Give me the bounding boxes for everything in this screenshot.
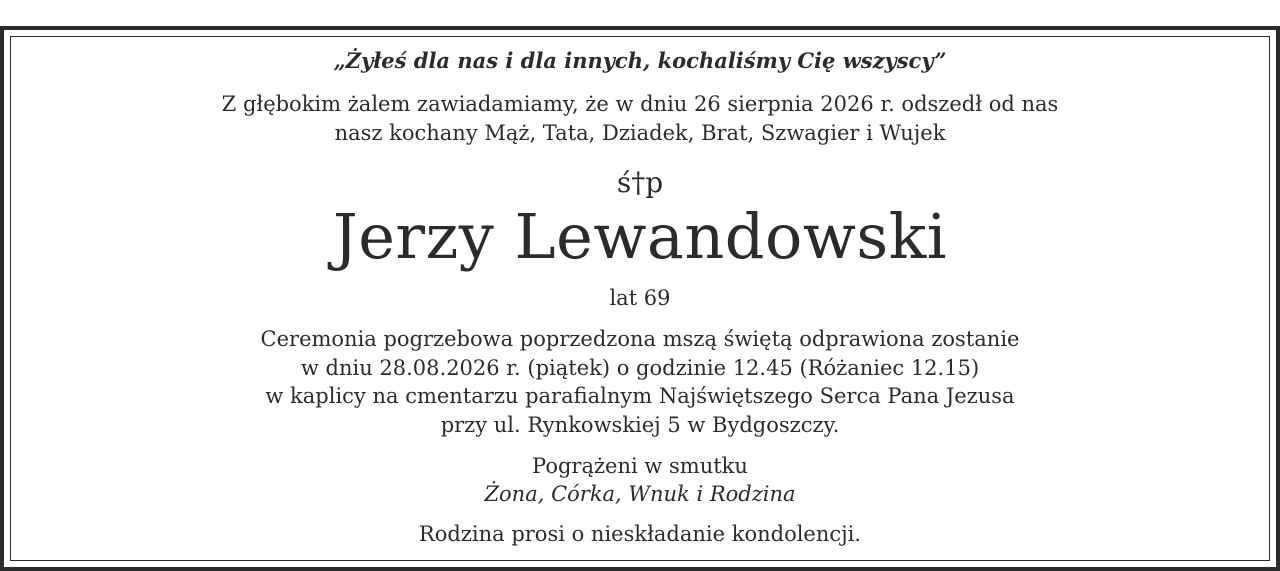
ceremony-line-1: Ceremonia pogrzebowa poprzedzona mszą świętą odprawiona zostanie [260,327,1020,351]
deceased-name: Jerzy Lewandowski [332,200,948,273]
ceremony-line-2: w dniu 28.08.2026 r. (piątek) o godzinie 12.45 (Różaniec 12.15) [300,356,980,380]
intro-line-1: Z głębokim żalem zawiadamiamy, że w dniu 26 sierpnia 2026 r. odszedł od nas [221,92,1059,116]
deceased-age: lat 69 [609,286,671,310]
intro-line-2: nasz kochany Mąż, Tata, Dziadek, Brat, Szwagier i Wujek [334,121,946,145]
stp-marker: ś†p [616,166,664,199]
ceremony-line-4: przy ul. Rynkowskiej 5 w Bydgoszczy. [440,413,840,437]
family-signature: Żona, Córka, Wnuk i Rodzina [484,482,796,506]
ceremony-line-3: w kaplicy na cmentarzu parafialnym Najświętszego Serca Pana Jezusa [265,384,1015,408]
condolence-note: Rodzina prosi o nieskładanie kondolencji. [418,522,862,546]
grief-line: Pogrążeni w smutku [532,454,748,478]
motto: „Żyłeś dla nas i dla innych, kochaliśmy Cię wszyscy” [333,48,947,73]
